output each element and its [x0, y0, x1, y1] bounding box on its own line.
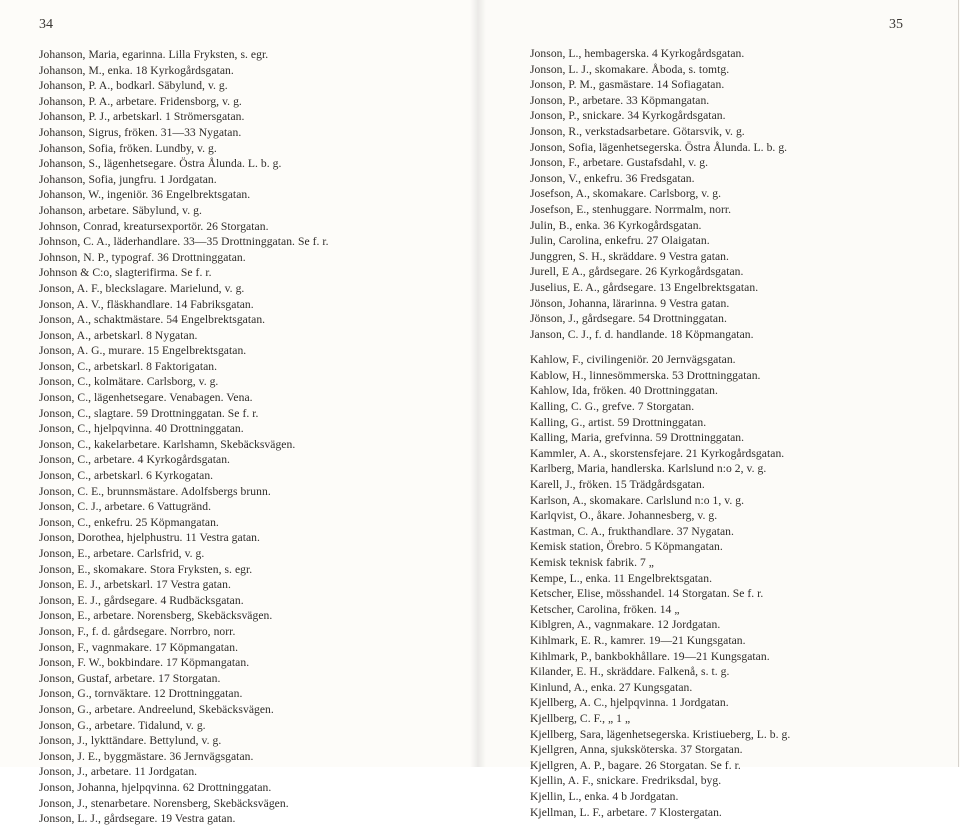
- directory-entry: Kjellgren, A. P., bagare. 26 Storgatan. Se f. r.: [530, 758, 741, 772]
- directory-entry: Jonson, A. V., fläskhandlare. 14 Fabriksgatan.: [39, 297, 254, 311]
- directory-entry: Kjellberg, A. C., hjelpqvinna. 1 Jordgatan.: [530, 696, 729, 710]
- directory-entry: Johnson & C:o, slagterifirma. Se f. r.: [39, 266, 212, 280]
- page-number: 34: [39, 17, 53, 32]
- directory-entry: Kjellin, A. F., snickare. Fredriksdal, byg.: [530, 774, 722, 788]
- directory-entry: Jonson, C., slagtare. 59 Drottninggatan. Se f. r.: [39, 406, 259, 420]
- directory-entry: Jonson, G., arbetare. Andreelund, Skebäcksvägen.: [39, 702, 274, 716]
- directory-entry: Kihlmark, P., bankbokhållare. 19—21 Kungsgatan.: [530, 649, 770, 663]
- directory-entry: Karlqvist, O., åkare. Johannesberg, v. g.: [530, 509, 718, 523]
- directory-list: [530, 46, 952, 820]
- directory-entry: Kjellberg, C. F., „ 1 „: [530, 711, 631, 725]
- directory-entry: Jonson, C. E., brunnsmästare. Adolfsbergs brunn.: [39, 484, 271, 498]
- directory-entry: Johanson, W., ingeniör. 36 Engelbrektsgatan.: [39, 188, 251, 202]
- directory-entry: Jurell, E A., gårdsegare. 26 Kyrkogårdsgatan.: [530, 265, 744, 279]
- directory-entry: Jonson, Gustaf, arbetare. 17 Storgatan.: [39, 671, 221, 685]
- directory-entry: Jonson, E., arbetare. Carlsfrid, v. g.: [39, 547, 205, 560]
- directory-entry: Karell, J., fröken. 15 Trädgårdsgatan.: [530, 478, 705, 492]
- page-number: 35: [889, 17, 903, 32]
- directory-entry: Jonson, F. W., bokbindare. 17 Köpmangatan.: [39, 656, 250, 670]
- directory-entry: Kalling, G., artist. 59 Drottninggatan.: [530, 415, 707, 429]
- directory-entry: Kjellberg, Sara, lägenhetsegerska. Kristiueberg, L. b. g.: [530, 727, 791, 741]
- directory-entry: Janson, C. J., f. d. handlande. 18 Köpmangatan.: [530, 327, 754, 341]
- directory-entry: Jonson, C., arbetare. 4 Kyrkogårdsgatan.: [39, 453, 230, 467]
- directory-entry: Jonson, F., vagnmakare. 17 Köpmangatan.: [39, 640, 239, 654]
- directory-entry: Jonson, Sofia, lägenhetsegerska. Östra Ålunda. L. b. g.: [530, 140, 788, 154]
- directory-entry: Josefson, A., skomakare. Carlsborg, v. g.: [530, 187, 722, 201]
- directory-entry: Kammler, A. A., skorstensfejare. 21 Kyrkogårdsgatan.: [530, 446, 785, 460]
- directory-entry: Kihlmark, E. R., kamrer. 19—21 Kungsgatan.: [530, 633, 746, 647]
- directory-entry: Jönson, J., gårdsegare. 54 Drottninggatan.: [530, 312, 727, 326]
- directory-entry: Kahlow, Ida, fröken. 40 Drottninggatan.: [530, 384, 718, 398]
- directory-entry: Jonson, P., arbetare. 33 Köpmangatan.: [530, 93, 710, 107]
- directory-entry: Jonson, Dorothea, hjelphustru. 11 Vestra gatan.: [39, 531, 260, 545]
- directory-entry: Johanson, M., enka. 18 Kyrkogårdsgatan.: [39, 63, 234, 77]
- directory-entry: Jonson, J., stenarbetare. Norensberg, Skebäcksvägen.: [39, 796, 289, 810]
- directory-entry: Jonson, J. E., byggmästare. 36 Jernvägsgatan.: [39, 749, 254, 763]
- directory-entry: Johanson, Sofia, fröken. Lundby, v. g.: [39, 141, 217, 155]
- directory-entry: Jonson, G., tornväktare. 12 Drottninggatan.: [39, 687, 243, 701]
- directory-entry: Jonson, J., lykttändare. Bettylund, v. g.: [39, 734, 222, 748]
- section-gap: [530, 342, 952, 352]
- directory-entry: Kilander, E. H., skräddare. Falkenå, s. t. g.: [530, 665, 730, 679]
- directory-entry: Jonson, C., arbetskarl. 8 Faktorigatan.: [39, 359, 218, 373]
- directory-entry: Jonson, F., arbetare. Gustafsdahl, v. g.: [530, 156, 709, 170]
- directory-entry: Juselius, E. A., gårdsegare. 13 Engelbrektsgatan.: [530, 280, 759, 294]
- directory-entry: Kalling, Maria, grefvinna. 59 Drottninggatan.: [530, 431, 745, 445]
- book-gutter: [470, 0, 486, 767]
- directory-entry: Jonson, L. J., gårdsegare. 19 Vestra gatan.: [39, 812, 236, 826]
- directory-entry: Jonson, E., skomakare. Stora Fryksten, s. egr.: [39, 562, 253, 576]
- directory-entry: Johanson, Sofia, jungfru. 1 Jordgatan.: [39, 172, 217, 186]
- directory-entry: Johanson, P. A., bodkarl. Säbylund, v. g.: [39, 79, 228, 93]
- directory-entry: Johanson, P. A., arbetare. Fridensborg, v. g.: [39, 94, 242, 108]
- directory-entry: Kinlund, A., enka. 27 Kungsgatan.: [530, 680, 693, 694]
- directory-entry: Jonson, P. M., gasmästare. 14 Sofiagatan.: [530, 78, 725, 92]
- directory-entry: Jonson, R., verkstadsarbetare. Götarsvik, v. g.: [530, 124, 745, 138]
- directory-entry: Johanson, Maria, egarinna. Lilla Fryksten, s. egr.: [39, 48, 269, 61]
- directory-entry: Johanson, arbetare. Säbylund, v. g.: [39, 203, 202, 217]
- directory-entry: Johanson, P. J., arbetskarl. 1 Strömersgatan.: [39, 110, 245, 124]
- directory-entry: Josefson, E., stenhuggare. Norrmalm, norr.: [530, 202, 732, 216]
- directory-entry: Johnson, N. P., typograf. 36 Drottninggatan.: [39, 250, 246, 264]
- directory-entry: Jonson, C., kakelarbetare. Karlshamn, Skebäcksvägen.: [39, 437, 296, 451]
- directory-entry: Johanson, Sigrus, fröken. 31—33 Nygatan.: [39, 125, 242, 139]
- directory-entry: Kastman, C. A., frukthandlare. 37 Nygatan.: [530, 524, 734, 538]
- directory-entry: Kablow, H., linnesömmerska. 53 Drottninggatan.: [530, 368, 761, 382]
- directory-entry: Jonson, G., arbetare. Tidalund, v. g.: [39, 718, 206, 732]
- directory-entry: Jonson, C., enkefru. 25 Köpmangatan.: [39, 515, 219, 529]
- directory-entry: Kjellin, L., enka. 4 b Jordgatan.: [530, 789, 679, 803]
- directory-entry: Johnson, C. A., läderhandlare. 33—35 Drottninggatan. Se f. r.: [39, 235, 329, 249]
- directory-entry: Kiblgren, A., vagnmakare. 12 Jordgatan.: [530, 618, 721, 632]
- directory-entry: Johanson, S., lägenhetsegare. Östra Ålunda. L. b. g.: [39, 157, 282, 171]
- directory-entry: Jonson, C., hjelpqvinna. 40 Drottninggatan.: [39, 422, 244, 436]
- directory-entry: Julin, B., enka. 36 Kyrkogårdsgatan.: [530, 218, 702, 232]
- directory-entry: Jönson, Johanna, lärarinna. 9 Vestra gatan.: [530, 296, 730, 310]
- directory-entry: Jonson, A., schaktmästare. 54 Engelbrektsgatan.: [39, 313, 266, 327]
- directory-entry: Kjellman, L. F., arbetare. 7 Klostergatan.: [530, 805, 722, 819]
- directory-entry: Kalling, C. G., grefve. 7 Storgatan.: [530, 400, 695, 414]
- left-page: [0, 0, 477, 826]
- directory-entry: Kempe, L., enka. 11 Engelbrektsgatan.: [530, 571, 713, 585]
- directory-entry: Jonson, L. J., skomakare. Åboda, s. tomtg.: [530, 62, 730, 76]
- directory-entry: Kahlow, F., civilingeniör. 20 Jernvägsgatan.: [530, 353, 736, 367]
- directory-entry: Kjellgren, Anna, sjuksköterska. 37 Storgatan.: [530, 743, 743, 757]
- directory-entry: Jonson, A. G., murare. 15 Engelbrektsgatan.: [39, 344, 247, 358]
- directory-entry: Junggren, S. H., skräddare. 9 Vestra gatan.: [530, 249, 729, 263]
- right-page: [477, 0, 960, 819]
- directory-entry: Jonson, L., hembagerska. 4 Kyrkogårdsgatan.: [530, 47, 745, 60]
- directory-entry: Jonson, A. F., bleckslagare. Marielund, v. g.: [39, 281, 245, 295]
- directory-entry: Jonson, C., kolmätare. Carlsborg, v. g.: [39, 375, 219, 389]
- directory-entry: Jonson, A., arbetskarl. 8 Nygatan.: [39, 328, 198, 342]
- directory-entry: Kemisk teknisk fabrik. 7 „: [530, 556, 654, 569]
- directory-entry: Ketscher, Elise, mösshandel. 14 Storgatan. Se f. r.: [530, 587, 764, 601]
- directory-entry: Jonson, E. J., gårdsegare. 4 Rudbäcksgatan.: [39, 593, 244, 607]
- directory-entry: Johnson, Conrad, kreatursexportör. 26 Storgatan.: [39, 219, 269, 233]
- directory-list: [39, 47, 469, 827]
- directory-entry: Jonson, C., lägenhetsegare. Venabagen. Vena.: [39, 391, 253, 405]
- directory-entry: Jonson, C., arbetskarl. 6 Kyrkogatan.: [39, 469, 214, 483]
- directory-entry: Karlberg, Maria, handlerska. Karlslund n:o 2, v. g.: [530, 462, 767, 476]
- directory-entry: Ketscher, Carolina, fröken. 14 „: [530, 602, 680, 616]
- directory-entry: Karlson, A., skomakare. Carlslund n:o 1, v. g.: [530, 493, 745, 507]
- directory-entry: Julin, Carolina, enkefru. 27 Olaigatan.: [530, 234, 710, 248]
- directory-entry: Jonson, V., enkefru. 36 Fredsgatan.: [530, 171, 695, 185]
- directory-entry: Jonson, C. J., arbetare. 6 Vattugränd.: [39, 500, 212, 514]
- directory-entry: Jonson, Johanna, hjelpqvinna. 62 Drottninggatan.: [39, 780, 272, 794]
- scan-edge-right: [958, 0, 959, 767]
- directory-entry: Kemisk station, Örebro. 5 Köpmangatan.: [530, 540, 723, 554]
- directory-entry: Jonson, E. J., arbetskarl. 17 Vestra gatan.: [39, 578, 231, 592]
- directory-entry: Jonson, P., snickare. 34 Kyrkogårdsgatan.: [530, 109, 726, 123]
- directory-entry: Jonson, F., f. d. gårdsegare. Norrbro, norr.: [39, 624, 236, 638]
- directory-entry: Jonson, E., arbetare. Norensberg, Skebäcksvägen.: [39, 609, 273, 623]
- directory-entry: Jonson, J., arbetare. 11 Jordgatan.: [39, 765, 198, 779]
